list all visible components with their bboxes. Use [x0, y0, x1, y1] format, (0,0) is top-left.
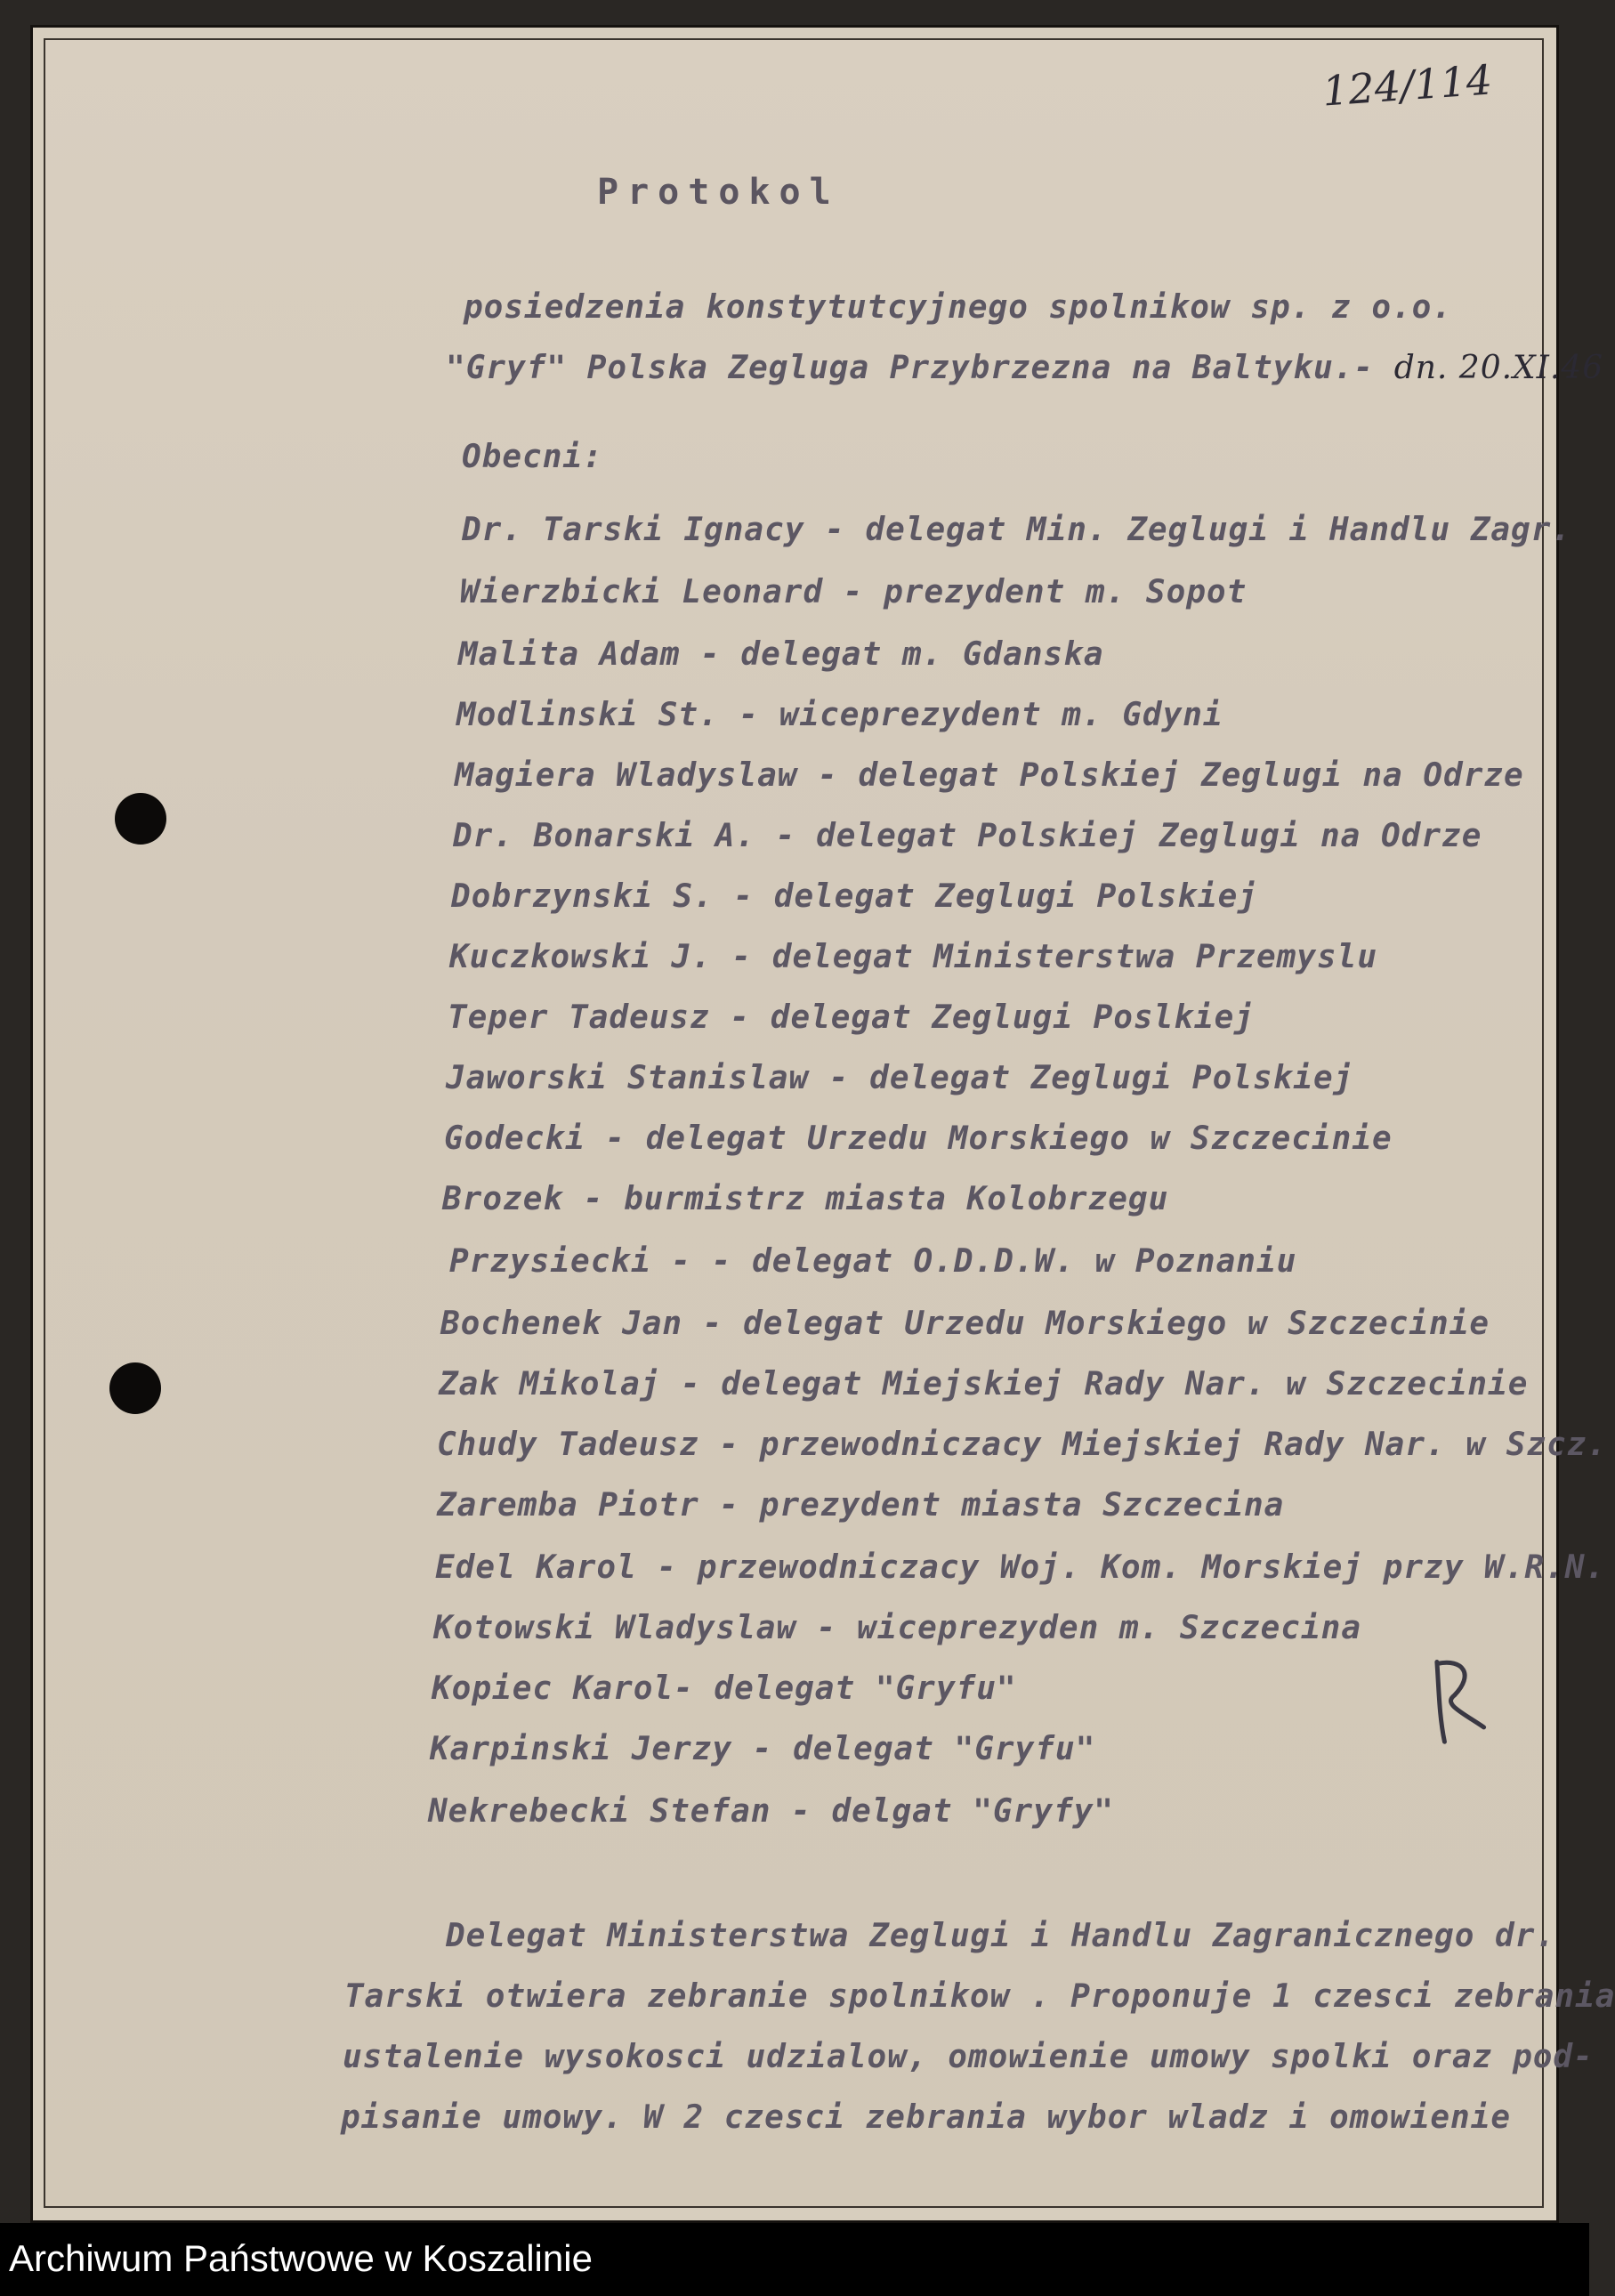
paragraph-line: pisanie umowy. W 2 czesci zebrania wybor wladz i omowienie	[341, 2099, 1512, 2136]
attendee-line: Jaworski Stanislaw - delegat Zeglugi Polskiej	[446, 1060, 1354, 1096]
attendee-line-handwritten-name: Przysiecki - - delegat O.D.D.W. w Poznaniu	[449, 1243, 1297, 1280]
attendee-line: Godecki - delegat Urzedu Morskiego w Szczecinie	[444, 1120, 1393, 1157]
attendee-line: Dobrzynski S. - delegat Zeglugi Polskiej	[451, 878, 1258, 915]
attendee-line: Kotowski Wladyslaw - wiceprezyden m. Szczecina	[433, 1610, 1361, 1646]
document-title: Protokol	[597, 172, 840, 213]
attendee-line: Teper Tadeusz - delegat Zeglugi Poslkiej	[448, 999, 1255, 1036]
attendee-line: Brozek - burmistrz miasta Kolobrzegu	[442, 1181, 1169, 1217]
attendee-line: Wierzbicki Leonard - prezydent m. Sopot	[460, 574, 1248, 610]
present-label: Obecni:	[462, 439, 603, 475]
attendee-line: Dr. Bonarski A. - delegat Polskiej Zeglugi na Odrze	[453, 818, 1482, 854]
attendee-line: Zaremba Piotr - prezydent miasta Szczecina	[437, 1487, 1285, 1524]
paragraph-line: Delegat Ministerstwa Zeglugi i Handlu Zagranicznego dr.	[446, 1918, 1556, 1954]
document-page	[44, 38, 1615, 2208]
attendee-line: Chudy Tadeusz - przewodniczacy Miejskiej Rady Nar. w Szcz.	[437, 1427, 1608, 1463]
attendee-line: Nekrebecki Stefan - delgat "Gryfy"	[428, 1793, 1114, 1830]
attendee-line: Karpinski Jerzy - delegat "Gryfu"	[430, 1731, 1096, 1767]
archive-name: Archiwum Państwowe w Koszalinie	[9, 2237, 593, 2279]
subtitle-text: "Gryf" Polska Zegluga Przybrzezna na Baltyku.-	[446, 350, 1374, 386]
archive-footer-bar	[0, 2223, 1589, 2296]
punch-hole-bottom	[109, 1362, 161, 1414]
attendee-line: Edel Karol - przewodniczacy Woj. Kom. Morskiej przy W.R.N.	[435, 1549, 1606, 1586]
subtitle-line-1: posiedzenia konstytutcyjnego spolnikow sp. z o.o.	[464, 289, 1453, 326]
attendee-line: Bochenek Jan - delegat Urzedu Morskiego w Szczecinie	[440, 1306, 1490, 1342]
page-number: 124/114	[1320, 55, 1494, 116]
attendee-line: Modlinski St. - wiceprezydent m. Gdyni	[456, 697, 1223, 733]
attendee-line: Kopiec Karol- delegat "Gryfu"	[432, 1670, 1017, 1707]
attendee-line: Magiera Wladyslaw - delegat Polskiej Zeglugi na Odrze	[455, 757, 1524, 794]
subtitle-line-2	[446, 350, 1603, 386]
attendee-line: Kuczkowski J. - delegat Ministerstwa Przemyslu	[449, 939, 1377, 975]
paragraph-line: ustalenie wysokosci udzialow, omowienie umowy spolki oraz pod-	[343, 2039, 1594, 2075]
attendee-line: Dr. Tarski Ignacy - delegat Min. Zeglugi i Handlu Zagr.	[462, 512, 1572, 548]
handwritten-initial-mark	[1409, 1645, 1502, 1753]
scan-frame	[30, 25, 1615, 2223]
attendee-line: Zak Mikolaj - delegat Miejskiej Rady Nar. w Szczecinie	[439, 1366, 1529, 1403]
attendee-line: Malita Adam - delegat m. Gdanska	[458, 636, 1104, 673]
handwritten-date: dn. 20.XI.46	[1393, 350, 1604, 386]
paragraph-line: Tarski otwiera zebranie spolnikow . Proponuje 1 czesci zebrania	[344, 1978, 1615, 2015]
punch-hole-top	[115, 793, 166, 845]
